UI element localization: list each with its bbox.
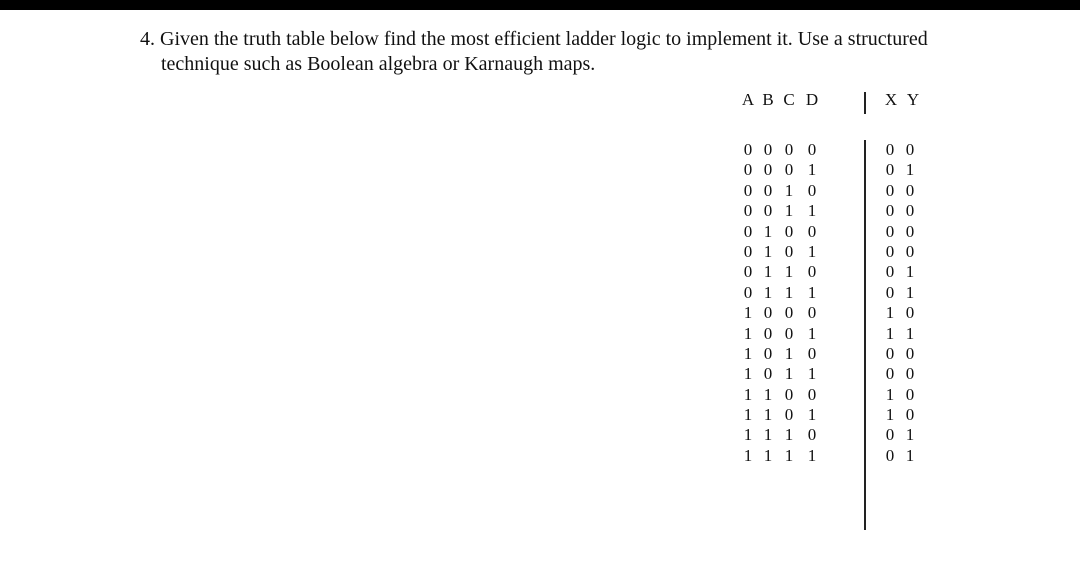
table-cell-b: 1 <box>763 445 773 465</box>
table-body <box>738 140 948 466</box>
table-cell-d: 0 <box>807 180 817 200</box>
table-cell-a: 0 <box>743 201 753 221</box>
table-cell-c: 1 <box>784 445 794 465</box>
table-cell-d: 1 <box>807 282 817 302</box>
table-cell-d: 1 <box>807 160 817 180</box>
table-row <box>738 364 948 384</box>
table-cell-d: 0 <box>807 262 817 282</box>
table-cell-b: 0 <box>763 303 773 323</box>
table-cell-c: 1 <box>784 262 794 282</box>
table-cell-d: 0 <box>807 343 817 363</box>
table-row <box>738 324 948 344</box>
table-row <box>738 344 948 364</box>
table-cell-c: 0 <box>784 241 794 261</box>
table-cell-y: 1 <box>905 323 915 343</box>
question-text <box>140 27 1020 77</box>
table-cell-y: 0 <box>905 384 915 404</box>
table-cell-d: 0 <box>807 303 817 323</box>
table-cell-x: 0 <box>885 201 895 221</box>
table-cell-a: 1 <box>743 323 753 343</box>
table-cell-c: 0 <box>784 160 794 180</box>
table-row <box>738 181 948 201</box>
table-cell-d: 1 <box>807 405 817 425</box>
table-cell-b: 1 <box>763 405 773 425</box>
table-row <box>738 303 948 323</box>
table-cell-b: 1 <box>763 282 773 302</box>
table-cell-b: 0 <box>763 323 773 343</box>
table-row <box>738 242 948 262</box>
table-cell-y: 0 <box>905 201 915 221</box>
table-cell-y: 0 <box>905 180 915 200</box>
table-cell-a: 0 <box>743 160 753 180</box>
table-cell-a: 0 <box>743 140 753 159</box>
table-cell-c: 0 <box>784 323 794 343</box>
table-cell-d: 1 <box>807 201 817 221</box>
table-cell-a: 1 <box>743 445 753 465</box>
table-cell-a: 1 <box>743 425 753 445</box>
table-cell-a: 1 <box>743 364 753 384</box>
table-cell-x: 1 <box>885 405 895 425</box>
question-line-2: technique such as Boolean algebra or Karnaugh maps. <box>161 53 596 75</box>
table-cell-a: 0 <box>743 180 753 200</box>
question-line-1: 4. Given the truth table below find the most efficient ladder logic to implement it. Use a structured <box>140 28 928 50</box>
header-d: D <box>805 90 819 109</box>
table-row <box>738 262 948 282</box>
table-cell-b: 0 <box>763 201 773 221</box>
table-cell-d: 1 <box>807 241 817 261</box>
table-cell-d: 1 <box>807 445 817 465</box>
table-cell-b: 0 <box>763 140 773 159</box>
header-y: Y <box>906 90 920 109</box>
table-cell-x: 1 <box>885 303 895 323</box>
table-cell-y: 0 <box>905 140 915 159</box>
table-cell-x: 0 <box>885 160 895 180</box>
table-cell-x: 0 <box>885 241 895 261</box>
table-row <box>738 446 948 466</box>
table-cell-b: 0 <box>763 343 773 363</box>
table-cell-d: 0 <box>807 425 817 445</box>
table-cell-x: 0 <box>885 140 895 159</box>
table-cell-b: 0 <box>763 160 773 180</box>
table-cell-c: 0 <box>784 384 794 404</box>
table-cell-b: 1 <box>763 221 773 241</box>
table-cell-a: 0 <box>743 221 753 241</box>
table-cell-b: 1 <box>763 262 773 282</box>
truth-table <box>738 90 948 466</box>
table-row <box>738 405 948 425</box>
table-cell-x: 1 <box>885 384 895 404</box>
table-row <box>738 425 948 445</box>
table-cell-a: 0 <box>743 282 753 302</box>
table-cell-b: 1 <box>763 384 773 404</box>
table-cell-x: 0 <box>885 425 895 445</box>
table-row <box>738 160 948 180</box>
table-cell-y: 0 <box>905 221 915 241</box>
table-cell-x: 0 <box>885 282 895 302</box>
table-cell-c: 0 <box>784 140 794 159</box>
table-cell-a: 1 <box>743 405 753 425</box>
table-cell-x: 0 <box>885 343 895 363</box>
table-row <box>738 222 948 242</box>
table-cell-x: 0 <box>885 262 895 282</box>
table-cell-d: 0 <box>807 221 817 241</box>
table-cell-c: 0 <box>784 303 794 323</box>
table-cell-y: 1 <box>905 262 915 282</box>
table-cell-c: 1 <box>784 364 794 384</box>
table-cell-y: 1 <box>905 425 915 445</box>
table-row <box>738 140 948 160</box>
table-cell-a: 1 <box>743 303 753 323</box>
table-cell-d: 1 <box>807 323 817 343</box>
table-cell-c: 1 <box>784 201 794 221</box>
table-cell-x: 0 <box>885 180 895 200</box>
table-cell-y: 0 <box>905 241 915 261</box>
table-header-row <box>738 90 948 118</box>
table-cell-a: 1 <box>743 343 753 363</box>
table-cell-c: 1 <box>784 282 794 302</box>
table-cell-d: 1 <box>807 364 817 384</box>
table-cell-c: 0 <box>784 221 794 241</box>
table-cell-a: 0 <box>743 241 753 261</box>
table-cell-y: 1 <box>905 445 915 465</box>
table-cell-c: 1 <box>784 343 794 363</box>
table-cell-a: 1 <box>743 384 753 404</box>
table-row <box>738 201 948 221</box>
table-cell-y: 0 <box>905 364 915 384</box>
header-b: B <box>762 90 774 109</box>
table-cell-b: 1 <box>763 241 773 261</box>
table-cell-c: 0 <box>784 405 794 425</box>
table-cell-y: 0 <box>905 405 915 425</box>
header-c: C <box>783 90 795 109</box>
table-cell-y: 1 <box>905 160 915 180</box>
table-cell-c: 1 <box>784 425 794 445</box>
table-cell-c: 1 <box>784 180 794 200</box>
table-cell-y: 0 <box>905 343 915 363</box>
table-cell-b: 0 <box>763 364 773 384</box>
table-cell-b: 1 <box>763 425 773 445</box>
table-cell-b: 0 <box>763 180 773 200</box>
table-row <box>738 385 948 405</box>
table-cell-x: 1 <box>885 323 895 343</box>
top-edge-bar <box>0 0 1080 10</box>
table-cell-y: 0 <box>905 303 915 323</box>
table-cell-x: 0 <box>885 221 895 241</box>
table-cell-x: 0 <box>885 445 895 465</box>
table-cell-d: 0 <box>807 384 817 404</box>
table-row <box>738 283 948 303</box>
table-cell-x: 0 <box>885 364 895 384</box>
table-cell-a: 0 <box>743 262 753 282</box>
header-x: X <box>884 90 898 109</box>
table-cell-y: 1 <box>905 282 915 302</box>
table-cell-d: 0 <box>807 140 817 159</box>
header-a: A <box>741 90 755 109</box>
